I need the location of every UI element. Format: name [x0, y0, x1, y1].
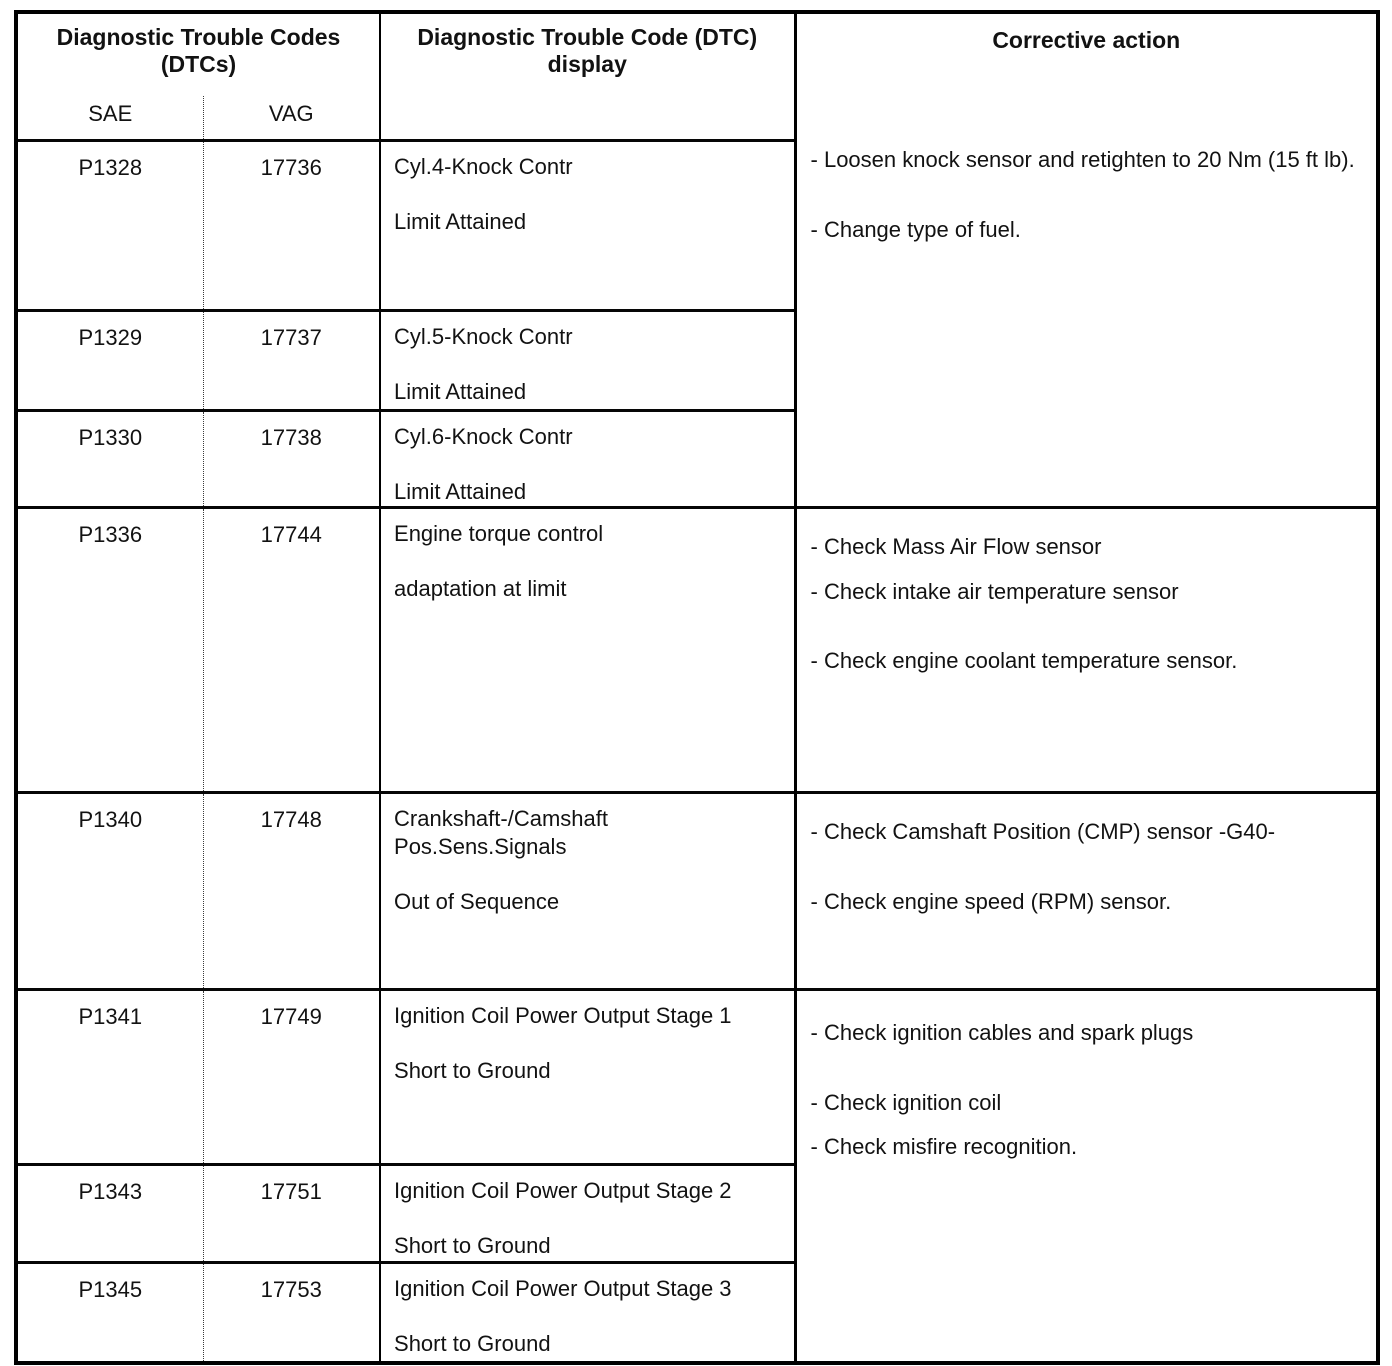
corrective-item: - Loosen knock sensor and retighten to 20 Nm (15 ft lb).	[810, 147, 1355, 172]
corrective-item: - Check engine coolant temperature sensor.	[810, 648, 1238, 673]
vag-code: 17748	[203, 793, 380, 990]
corrective-item: - Check ignition coil	[810, 1090, 1002, 1115]
corrective-block-torque	[797, 533, 1377, 675]
sae-code: P1343	[16, 1165, 203, 1263]
corrective-block-ignition	[797, 1019, 1377, 1161]
table-row	[16, 793, 1378, 990]
header-vag: VAG	[203, 96, 380, 141]
sae-code: P1341	[16, 990, 203, 1165]
sae-code: P1336	[16, 508, 203, 793]
display-line: Ignition Coil Power Output Stage 2	[394, 1178, 732, 1203]
corrective-item: - Check intake air temperature sensor	[810, 579, 1179, 604]
corrective-item: - Check ignition cables and spark plugs	[810, 1020, 1194, 1045]
header-dtc-codes: Diagnostic Trouble Codes (DTCs)	[16, 12, 380, 96]
sae-code: P1340	[16, 793, 203, 990]
sae-code: P1328	[16, 141, 203, 311]
dtc-display-cell	[380, 1263, 795, 1363]
dtc-display-cell	[380, 990, 795, 1165]
vag-code: 17749	[203, 990, 380, 1165]
sae-code: P1345	[16, 1263, 203, 1363]
corrective-cell-crankshaft	[795, 793, 1378, 990]
corrective-cell-knock	[795, 12, 1378, 508]
display-line: Cyl.5-Knock Contr	[394, 324, 573, 349]
display-line: adaptation at limit	[394, 576, 567, 601]
dtc-display-cell	[380, 1165, 795, 1263]
display-line: Short to Ground	[394, 1233, 551, 1258]
corrective-item: - Change type of fuel.	[810, 217, 1021, 242]
corrective-cell-torque	[795, 508, 1378, 793]
dtc-display-cell	[380, 508, 795, 793]
display-line: Short to Ground	[394, 1331, 551, 1356]
header-row-main	[16, 12, 1378, 96]
display-line: Limit Attained	[394, 479, 527, 504]
sae-code: P1330	[16, 411, 203, 508]
header-sae: SAE	[16, 96, 203, 141]
display-line: Crankshaft-/Camshaft	[394, 806, 608, 831]
display-line: Out of Sequence	[394, 889, 560, 914]
dtc-display-cell	[380, 793, 795, 990]
display-line: Ignition Coil Power Output Stage 3	[394, 1276, 732, 1301]
vag-code: 17744	[203, 508, 380, 793]
dtc-table	[14, 10, 1380, 1365]
vag-code: 17736	[203, 141, 380, 311]
dtc-display-cell	[380, 141, 795, 311]
dtc-display-cell	[380, 411, 795, 508]
dtc-display-cell	[380, 311, 795, 411]
header-corrective-action: Corrective action	[992, 27, 1181, 53]
vag-code: 17737	[203, 311, 380, 411]
corrective-cell-ignition	[795, 990, 1378, 1363]
corrective-item: - Check Camshaft Position (CMP) sensor -G40-	[810, 819, 1276, 844]
display-line: Pos.Sens.Signals	[394, 834, 567, 859]
display-line: Cyl.6-Knock Contr	[394, 424, 573, 449]
corrective-item: - Check misfire recognition.	[810, 1134, 1078, 1159]
vag-code: 17738	[203, 411, 380, 508]
corrective-block-knock	[797, 146, 1377, 244]
vag-code: 17753	[203, 1263, 380, 1363]
corrective-item: - Check engine speed (RPM) sensor.	[810, 889, 1172, 914]
vag-code: 17751	[203, 1165, 380, 1263]
display-line: Engine torque control	[394, 521, 604, 546]
display-line: Short to Ground	[394, 1058, 551, 1083]
table-row	[16, 990, 1378, 1165]
corrective-item: - Check Mass Air Flow sensor	[810, 534, 1102, 559]
display-line: Limit Attained	[394, 209, 527, 234]
display-line: Ignition Coil Power Output Stage 1	[394, 1003, 732, 1028]
header-dtc-display: Diagnostic Trouble Code (DTC) display	[380, 12, 795, 141]
table-row	[16, 508, 1378, 793]
corrective-block-crankshaft	[797, 818, 1377, 916]
sae-code: P1329	[16, 311, 203, 411]
display-line: Limit Attained	[394, 379, 527, 404]
display-line: Cyl.4-Knock Contr	[394, 154, 573, 179]
